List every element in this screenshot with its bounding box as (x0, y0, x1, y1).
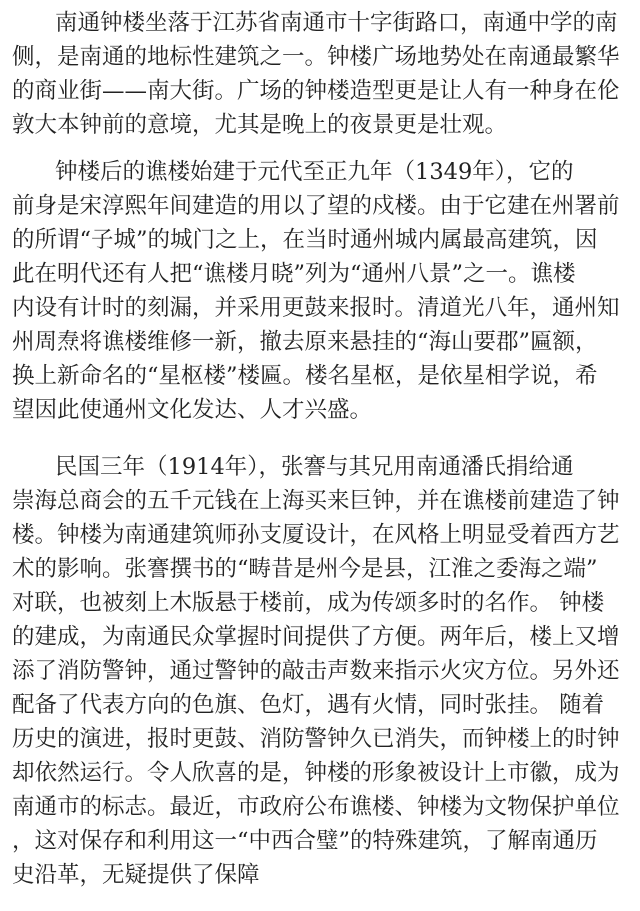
paragraph-2-line-7: 换上新命名的“星枢楼”楼匾。楼名星枢，是依星相学说，希 (12, 363, 598, 389)
paragraph-2-line-4: 此在明代还有人把“谯楼月晓”列为“通州八景”之一。谯楼 (12, 261, 576, 287)
paragraph-2-line-1: 钟楼后的谯楼始建于元代至正九年（1349年），它的 (55, 159, 574, 185)
paragraph-3-line-3: 楼。钟楼为南通建筑师孙支厦设计，在风格上明显受着西方艺 (12, 522, 620, 548)
paragraph-2-line-2: 前身是宋淳熙年间建造的用以了望的戍楼。由于它建在州署前 (12, 193, 620, 219)
paragraph-3-line-7: 添了消防警钟，通过警钟的敲击声数来指示火灾方位。另外还 (12, 658, 620, 684)
paragraph-1-line-3: 的商业街——南大街。广场的钟楼造型更是让人有一种身在伦 (12, 78, 620, 104)
paragraph-3-line-2: 崇海总商会的五千元钱在上海买来巨钟，并在谯楼前建造了钟 (12, 488, 620, 514)
paragraph-2-line-6: 州周焘将谯楼维修一新，撤去原来悬挂的“海山要郡”匾额， (12, 329, 598, 355)
paragraph-3-line-8: 配备了代表方向的色旗、色灯，遇有火情，同时张挂。 随着 (12, 692, 605, 718)
paragraph-3-line-6: 的建成，为南通民众掌握时间提供了方便。两年后，楼上又增 (12, 624, 620, 650)
paragraph-3-line-4: 术的影响。张謇撰书的“畴昔是州今是县，江淮之委海之端” (12, 556, 598, 582)
paragraph-3-line-12: ，这对保存和利用这一“中西合璧”的特殊建筑，了解南通历 (12, 828, 598, 854)
paragraph-3-line-13: 史沿革，无疑提供了保障 (12, 862, 260, 888)
paragraph-2-line-5: 内设有计时的刻漏，并采用更鼓来报时。清道光八年，通州知 (12, 295, 620, 321)
paragraph-2-line-8: 望因此使通州文化发达、人才兴盛。 (12, 397, 373, 423)
paragraph-2-line-3: 的所谓“子城”的城门之上，在当时通州城内属最高建筑，因 (12, 227, 598, 253)
paragraph-1-line-4: 敦大本钟前的意境，尤其是晚上的夜景更是壮观。 (12, 112, 508, 138)
paragraph-3-line-1: 民国三年（1914年），张謇与其兄用南通潘氏捐给通 (55, 454, 574, 480)
paragraph-3-line-11: 南通市的标志。最近，市政府公布谯楼、钟楼为文物保护单位 (12, 794, 620, 820)
paragraph-1-line-2: 侧，是南通的地标性建筑之一。钟楼广场地势处在南通最繁华 (12, 44, 620, 70)
paragraph-3-line-5: 对联，也被刻上木版悬于楼前，成为传颂多时的名作。 钟楼 (12, 590, 605, 616)
paragraph-3-line-9: 历史的演进，报时更鼓、消防警钟久已消失，而钟楼上的时钟 (12, 726, 620, 752)
paragraph-3-line-10: 却依然运行。令人欣喜的是，钟楼的形象被设计上市徽，成为 (12, 760, 620, 786)
paragraph-1-line-1: 南通钟楼坐落于江苏省南通市十字街路口，南通中学的南 (55, 10, 618, 36)
